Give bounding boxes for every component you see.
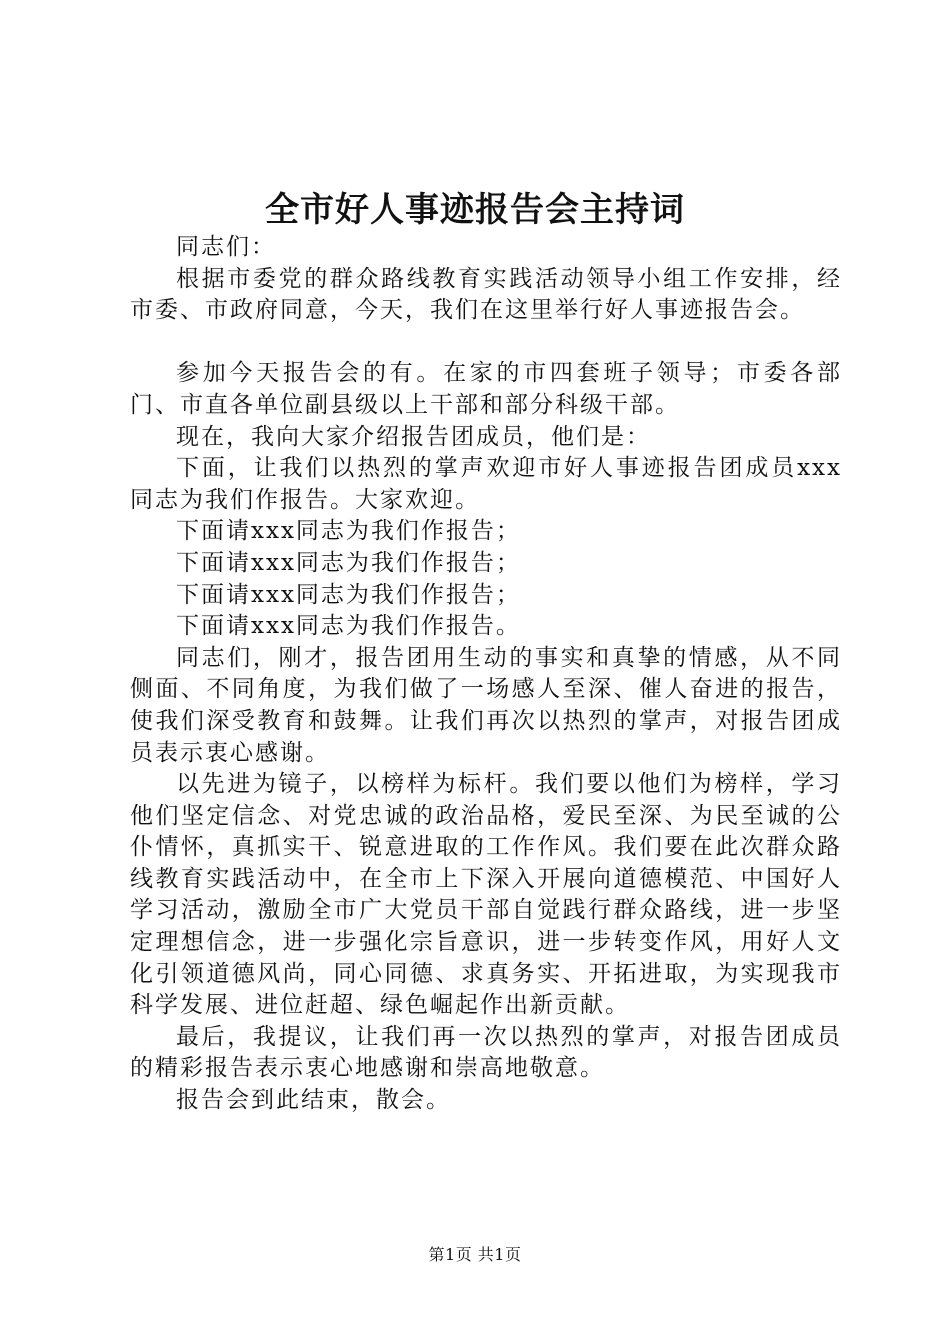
paragraph-speaker-3: 下面请xxx同志为我们作报告； <box>176 581 521 608</box>
paragraph-role-models: 以先进为镜子，以榜样为标杆。我们要以他们为榜样，学习他们坚定信念、对党忠诚的政治品格，爱民至深、为民至诚的公仆情怀，真抓实干、锐意进取的工作作风。我们要在此次群众路线教育实践活动中，在全市上下深入开展向道德模范、中国好人学习活动，激励全市广大党员干部自觉践行群众路线，进一步坚定理想信念，进一步强化宗旨意识，进一步转变作风，用好人文化引领道德风尚，同心同德、求真务实、开拓进取，为实现我市科学发展、进位赶超、绿色崛起作出新贡献。 <box>130 771 842 1019</box>
paragraph-greeting: 同志们： <box>176 234 276 260</box>
paragraph-thanks: 同志们，刚才，报告团用生动的事实和真挚的情感，从不同侧面、不同角度，为我们做了一场感人至深、催人奋进的报告，使我们深受教育和鼓舞。让我们再次以热烈的掌声，对报告团成员表示衷心感谢。 <box>130 644 842 766</box>
paragraph-speaker-4: 下面请xxx同志为我们作报告。 <box>176 613 521 640</box>
paragraph-attendees: 参加今天报告会的有。在家的市四套班子领导；市委各部门、市直各单位副县级以上干部和部分科级干部。 <box>130 360 842 418</box>
paragraph-opening: 根据市委党的群众路线教育实践活动领导小组工作安排，经市委、市政府同意，今天，我们在这里举行好人事迹报告会。 <box>130 265 842 324</box>
paragraph-introduction: 现在，我向大家介绍报告团成员，他们是： <box>176 423 651 450</box>
paragraph-final-thanks: 最后，我提议，让我们再一次以热烈的掌声，对报告团成员的精彩报告表示衷心地感谢和崇高地敬意。 <box>130 1023 842 1082</box>
page-footer: 第1页 共1页 <box>428 1245 522 1264</box>
paragraph-speaker-2: 下面请xxx同志为我们作报告； <box>176 549 521 576</box>
paragraph-welcome: 下面，让我们以热烈的掌声欢迎市好人事迹报告团成员xxx同志为我们作报告。大家欢迎。 <box>130 455 842 513</box>
paragraph-closing: 报告会到此结束，散会。 <box>176 1087 451 1114</box>
document-body <box>130 232 842 1117</box>
document-title: 全市好人事迹报告会主持词 <box>265 190 685 230</box>
paragraph-speaker-1: 下面请xxx同志为我们作报告； <box>176 518 521 545</box>
